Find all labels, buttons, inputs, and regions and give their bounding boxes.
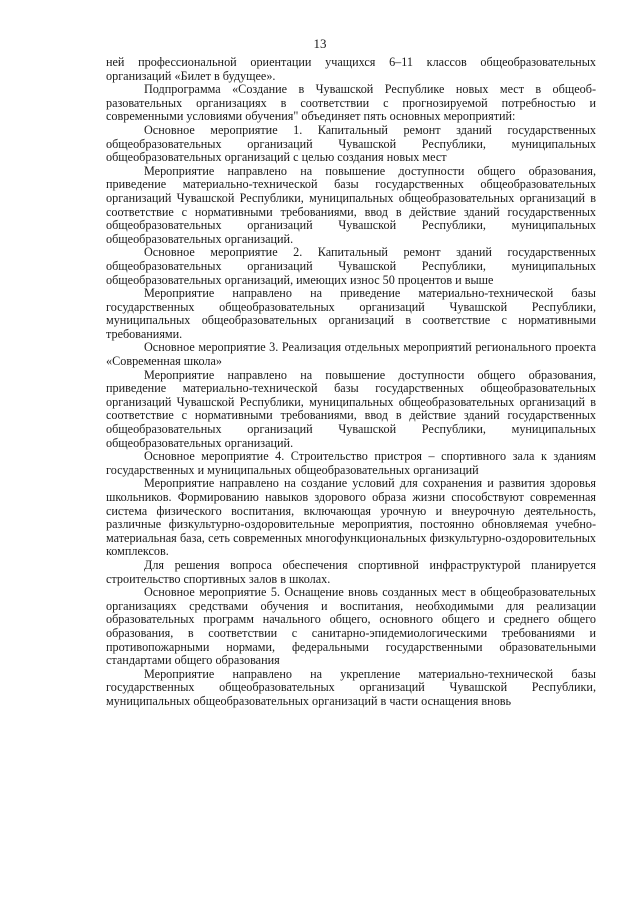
paragraph: Подпрограмма «Создание в Чувашской Республике новых мест в общеобразовательных организациях в соответствии с прогнозируемой потребностью и современными условиями обучения" объединяет пять основных мероприятий: (106, 82, 596, 124)
paragraph: Основное мероприятие 3. Реализация отдельных мероприятий регионального проекта «Современная школа» (106, 340, 596, 369)
paragraph: Основное мероприятие 2. Капитальный ремонт зданий государственных общеобразовательных организаций Чувашской Республики, муниципальных общеобразовательных организаций, имеющих износ 50 процентов и выше (106, 245, 596, 287)
paragraph: Мероприятие направлено на приведение материально-технической базы государственных общеобразовательных организаций Чувашской Республики, муниципальных общеобразовательных организаций в соответствие с нормативными требованиями. (106, 286, 596, 341)
paragraph: Мероприятие направлено на укрепление материально-технической базы государственных общеобразовательных организаций Чувашской Республики, муниципальных общеобразовательных организаций в части оснащения вновь (106, 666, 596, 708)
paragraph: Мероприятие направлено на повышение доступности общего образования, приведение материально-технической базы государственных общеобразовательных организаций Чувашской Республики, муниципальных общеобразовательных организаций в соответствие с нормативными требованиями, ввод в действие зданий государственных общеобразовательных организаций Чувашской Республики, муниципальных общеобразовательных организаций. (106, 163, 596, 246)
paragraph: Мероприятие направлено на создание условий для сохранения и развития здоровья школьников. Формированию навыков здорового образа жизни способствуют современная система физического воспитания, включающая урочную и внеурочную деятельность, различные физкультурно-оздоровительные мероприятия, постоянно обновляемая учебно-материальная база, сеть современных многофункциональных физкультурно-оздоровительных комплексов. (106, 476, 596, 559)
paragraph: Основное мероприятие 5. Оснащение вновь созданных мест в общеобразовательных организациях средствами обучения и воспитания, необходимыми для реализации образовательных программ начального общего, основного общего и среднего общего образования, в соответствии с санитарно-эпидемиологическими требованиями и противопожарными нормами, федеральными государственными образовательными стандартами общего образования (106, 585, 596, 668)
paragraph: Основное мероприятие 4. Строительство пристроя – спортивного зала к зданиям государственных и муниципальных общеобразовательных организаций (106, 449, 596, 477)
paragraph: Для решения вопроса обеспечения спортивной инфраструктурой планируется строительство спортивных залов в школах. (106, 557, 596, 586)
document-text-body (106, 56, 596, 709)
page-number: 13 (313, 36, 327, 51)
paragraph: ней профессиональной ориентации учащихся 6–11 классов общеобразовательных организаций «Билет в будущее». (106, 55, 596, 83)
paragraph: Основное мероприятие 1. Капитальный ремонт зданий государственных общеобразовательных организаций Чувашской Республики, муниципальных общеобразовательных организаций с целью создания новых мест (106, 122, 596, 165)
paragraph: Мероприятие направлено на повышение доступности общего образования, приведение материально-технической базы государственных общеобразовательных организаций Чувашской Республики, муниципальных общеобразовательных организаций в соответствие с нормативными требованиями, ввод в действие зданий государственных общеобразовательных организаций Чувашской Республики, муниципальных общеобразовательных организаций. (106, 367, 596, 450)
